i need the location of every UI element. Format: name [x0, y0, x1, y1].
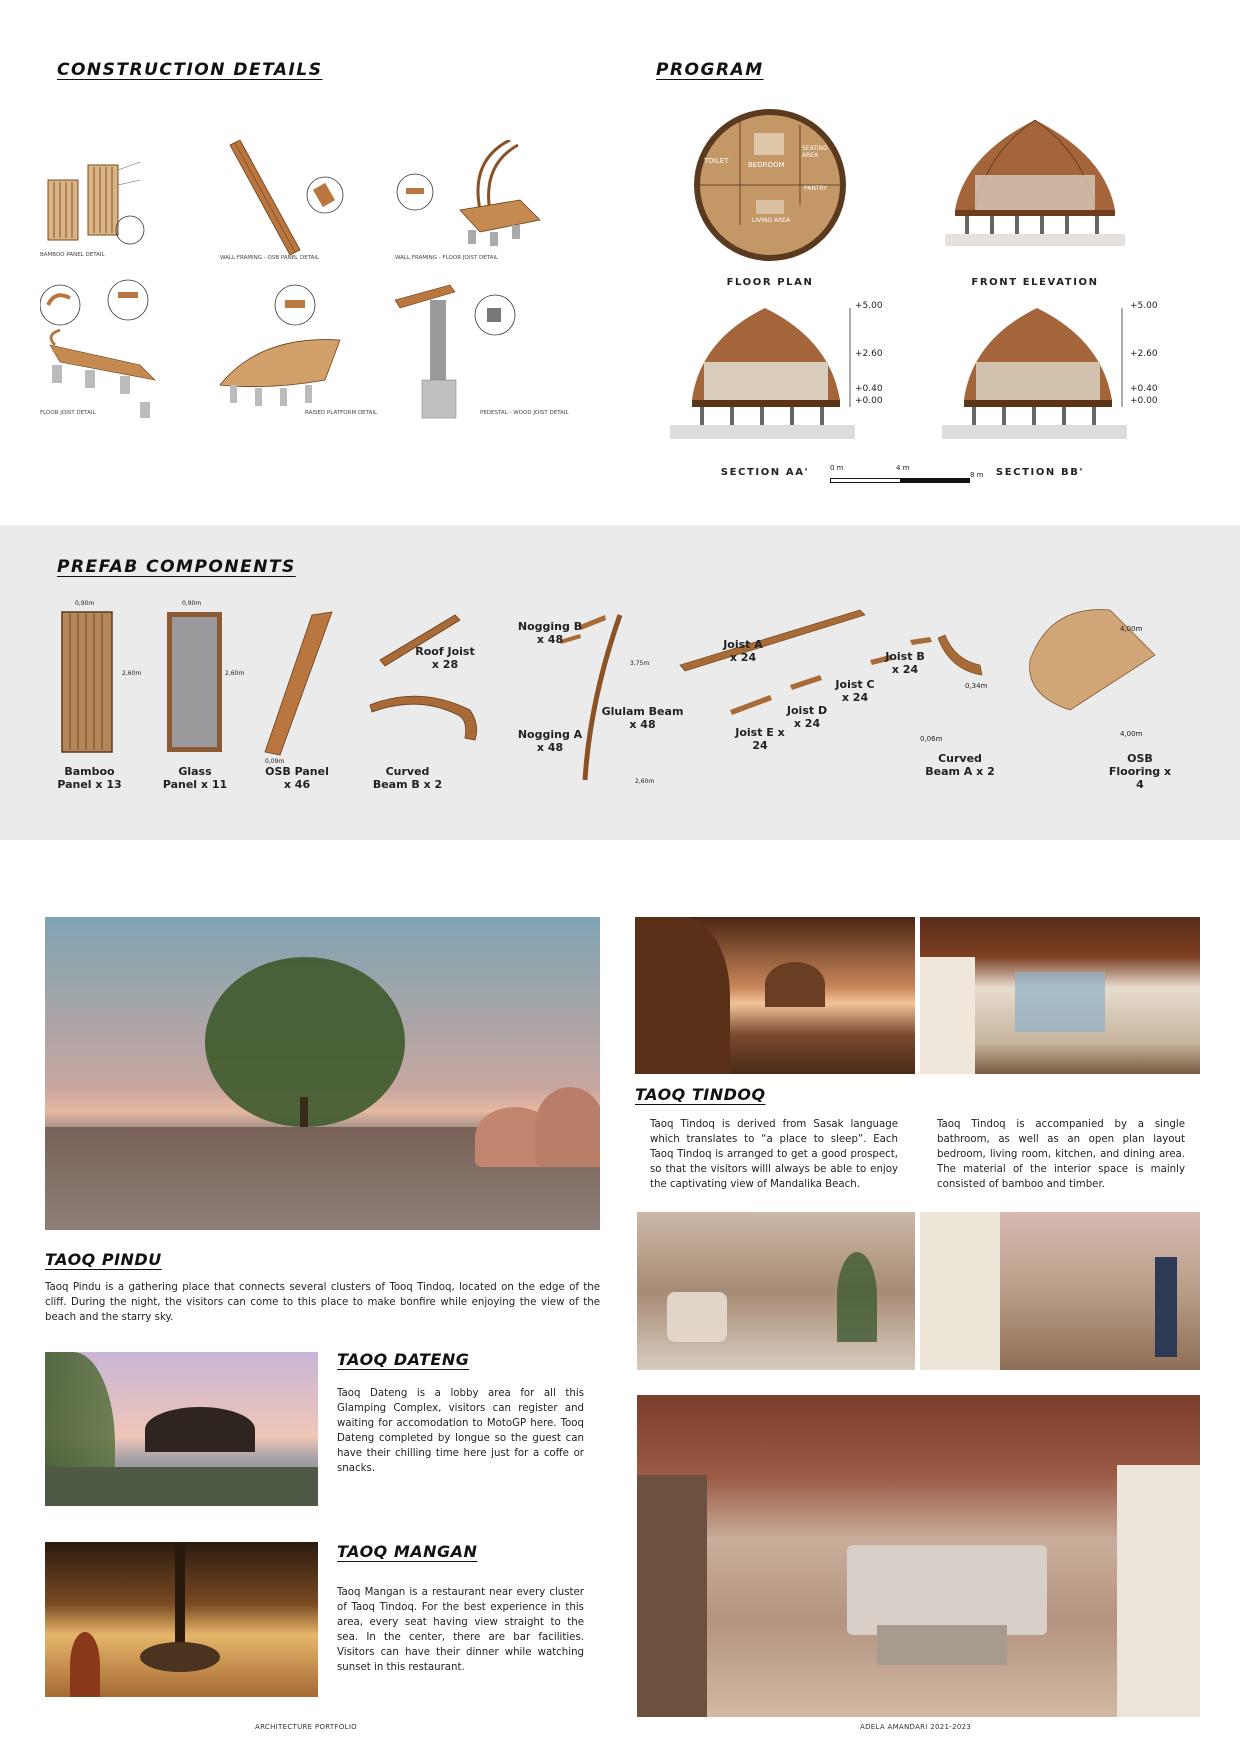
joist-a-label: Joist A x 24: [723, 638, 763, 664]
construction-details-svg: [40, 140, 600, 470]
glass-height-dim: 2,60m: [225, 670, 245, 677]
footer-right: ADELA AMANDARI 2021-2023: [860, 1723, 972, 1731]
osb-panel-label: OSB Panel x 46: [265, 765, 329, 791]
wall-framing-drawing: [230, 140, 343, 255]
osb-flooring-label: OSB Flooring x 4: [1108, 752, 1172, 791]
curved-beam-b-component: [370, 696, 477, 740]
taoq-tindoq-text-right: Taoq Tindoq is accompanied by a single bathroom, as well as an open plan layout bedroom, living room, kitchen, and dining area. The material of the interior space is mainly consisted of bamboo and timber.: [937, 1119, 1185, 1190]
tindoq-interior-view-photo: [920, 917, 1200, 1074]
scale-0: 0 m: [830, 464, 844, 472]
front-elevation-svg: [945, 115, 1125, 265]
osb-dim: 0,09m: [265, 758, 285, 765]
room-toilet-label: TOILET: [704, 157, 729, 165]
scale-bar: [830, 464, 990, 492]
tindoq-exterior-photo: [635, 917, 915, 1074]
glulam-height-dim: 3,75m: [630, 660, 650, 667]
nogging-b-label: Nogging B x 48: [517, 620, 583, 646]
tindoq-living-photo: [637, 1212, 915, 1370]
footer-left: ARCHITECTURE PORTFOLIO: [255, 1723, 357, 1731]
taoq-pindu-text: Taoq Pindu is a gathering place that connects several clusters of Tooq Tindoq, located on the edge of the cliff. During the night, the visitors can come to this place to make bonfire while enjoying the view of the beach and the starry sky.: [45, 1282, 600, 1323]
scale-4: 4 m: [896, 464, 910, 472]
joist-d-label: Joist D x 24: [786, 704, 828, 730]
curved-a-dim: 0,34m: [965, 682, 988, 690]
joist-e-label: Joist E x 24: [735, 726, 785, 752]
raised-platform-detail-label: RAISED PLATFORM DETAIL: [305, 410, 378, 416]
level-bb-000: +0.00: [1130, 396, 1158, 406]
glulam-width-dim: 2,60m: [635, 778, 655, 785]
roof-joist-label: Roof Joist x 28: [415, 645, 475, 671]
bamboo-panel-label: Bamboo Panel x 13: [57, 765, 122, 791]
front-elevation-label: FRONT ELEVATION: [971, 277, 1099, 288]
level-bb-500: +5.00: [1130, 301, 1158, 311]
level-260: +2.60: [855, 349, 883, 359]
curved-beam-b-label: Curved Beam B x 2: [372, 765, 443, 791]
room-pantry-label: PANTRY: [804, 185, 827, 192]
joist-b-component: [910, 637, 932, 645]
room-living-label: LIVING AREA: [752, 217, 791, 224]
bamboo-panel-detail-label: BAMBOO PANEL DETAIL: [40, 252, 105, 258]
taoq-dateng-text: Taoq Dateng is a lobby area for all this Glamping Complex, visitors can register and waiting for accomodation to MotoGP here. Tooq Dateng completed by longue so the guest can have their chilling time here just for a coffe or snacks.: [337, 1388, 584, 1474]
section-bb-label: SECTION BB': [995, 467, 1085, 478]
tindoq-bedroom-photo: [637, 1395, 1200, 1717]
section-aa: [670, 300, 870, 460]
room-bedroom-label: BEDROOM: [748, 161, 785, 169]
joist-b-label: Joist B x 24: [885, 650, 925, 676]
front-elevation: [945, 115, 1125, 265]
section-bb-svg: [942, 300, 1142, 460]
section-aa-svg: [670, 300, 870, 460]
raised-platform-drawing: [220, 285, 340, 406]
glass-width-dim: 0,90m: [182, 600, 202, 607]
level-040: +0.40: [855, 384, 883, 394]
glass-panel-label: Glass Panel x 11: [162, 765, 228, 791]
osb-panel-component: [265, 612, 332, 755]
wall-floor-detail-label: WALL FRAMING - FLOOR JOIST DETAIL: [395, 255, 499, 261]
bamboo-panel-component: [62, 612, 112, 752]
level-500: +5.00: [855, 301, 883, 311]
osb-floor-dim-a: 4,00m: [1120, 625, 1143, 633]
glulam-beam-component: [585, 615, 620, 780]
taoq-tindoq-title: TAOQ TINDOQ: [635, 1085, 766, 1104]
level-bb-260: +2.60: [1130, 349, 1158, 359]
floor-joist-detail-label: FLOOR JOIST DETAIL: [40, 410, 96, 416]
glass-panel-component: [167, 612, 222, 752]
osb-floor-dim-b: 4,00m: [1120, 730, 1143, 738]
joist-a-component: [680, 610, 865, 671]
joist-e-component: [730, 695, 772, 715]
bamboo-width-dim: 0,90m: [75, 600, 95, 607]
floor-plan-label: FLOOR PLAN: [726, 277, 814, 288]
glulam-beam-label: Glulam Beam x 48: [601, 705, 684, 731]
taoq-mangan-photo: [45, 1542, 318, 1697]
joist-c-label: Joist C x 24: [835, 678, 875, 704]
taoq-dateng-photo: [45, 1352, 318, 1506]
tindoq-closet-photo: [920, 1212, 1200, 1370]
taoq-dateng-title: TAOQ DATENG: [337, 1350, 470, 1369]
bamboo-height-dim: 2,60m: [122, 670, 142, 677]
nogging-a-label: Nogging A x 48: [517, 728, 583, 754]
taoq-mangan-title: TAOQ MANGAN: [337, 1542, 478, 1561]
taoq-pindu-photo: [45, 917, 600, 1230]
curved-beam-a-label: Curved Beam A x 2: [925, 752, 995, 778]
taoq-tindoq-text-left: Taoq Tindoq is derived from Sasak language which translates to “a place to sleep”. Each Taoq Tindoq is arranged to get a good prospect, so that the visitors willl always be able to enjoy the captivating view of Mandalika Beach.: [650, 1119, 898, 1190]
bamboo-panel-drawing: [48, 162, 144, 244]
construction-details-drawings: [40, 140, 600, 470]
wall-framing-detail-label: WALL FRAMING - OSB PANEL DETAIL: [220, 255, 320, 261]
level-000: +0.00: [855, 396, 883, 406]
floor-plan: [690, 105, 850, 265]
scale-8: 8 m: [970, 471, 984, 479]
room-seating-label: SEATING AREA: [802, 145, 828, 159]
curved-a-dim2: 0,06m: [920, 735, 943, 743]
joist-d-component: [790, 675, 822, 690]
pedestal-drawing: [395, 285, 515, 418]
level-bb-040: +0.40: [1130, 384, 1158, 394]
floor-joist-curve-drawing: [397, 140, 540, 246]
pedestal-detail-label: PEDESTAL - WOOD JOIST DETAIL: [480, 410, 569, 416]
taoq-mangan-text: Taoq Mangan is a restaurant near every cluster of Taoq Tindoq. For the best experience in this area, every seat having view straight to the sea. In the center, there are bar facilities. Visitors can have their dinner while watching sunset in this restaurant.: [337, 1587, 584, 1673]
section-bb: [942, 300, 1142, 460]
construction-details-title: CONSTRUCTION DETAILS: [57, 60, 323, 80]
prefab-components-title: PREFAB COMPONENTS: [57, 557, 296, 577]
program-title: PROGRAM: [656, 60, 764, 80]
section-aa-label: SECTION AA': [720, 467, 810, 478]
floor-joist-drawing: [40, 280, 155, 418]
curved-beam-a-component: [938, 635, 982, 675]
taoq-pindu-title: TAOQ PINDU: [45, 1250, 162, 1269]
